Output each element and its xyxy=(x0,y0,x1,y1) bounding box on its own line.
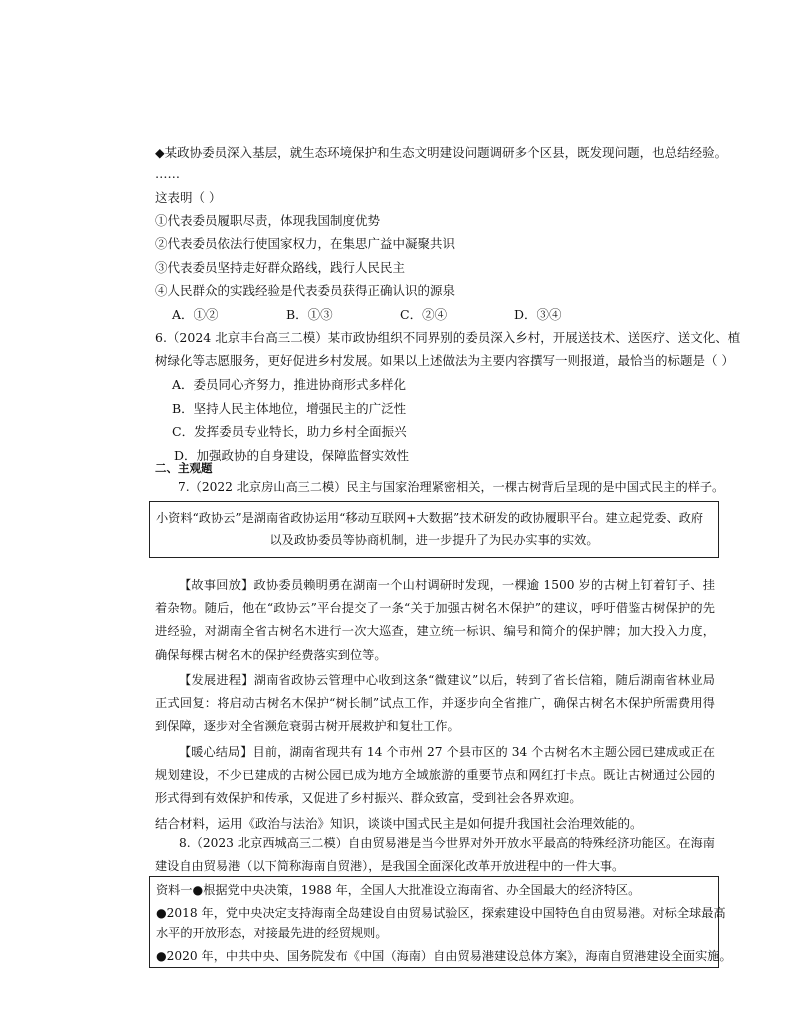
q8-material-box xyxy=(149,876,732,968)
q7-material-box xyxy=(149,501,719,558)
q6-line-2: 树绿化等志愿服务，更好促进乡村发展。如果以上述做法为主要内容撰写一则报道，最恰当的标题是（ ） xyxy=(155,353,734,368)
option-c[interactable]: C．②④ xyxy=(400,307,448,322)
question-stem: 这表明（ ） xyxy=(155,190,222,205)
q7-question: 结合材料，运用《政治与法治》知识，谈谈中国式民主是如何提升我国社会治理效能的。 xyxy=(155,816,643,831)
option-b[interactable]: B．①③ xyxy=(286,307,333,322)
q6-choice-d[interactable]: D．加强政协的自身建设，保障监督实效性 xyxy=(174,448,410,463)
q7-story-replay: 【故事回放】政协委员赖明勇在湖南一个山村调研时发现，一棵逾 1500 岁的古树上钉着钉子、挂着杂物。随后，他在“政协云”平台提交了一条“关于加强古树名木保护”的建议，呼吁借鉴古树保护的先进经验，对湖南全省古树名木进行一次大巡查，建立统一标识、编号和简介的保护牌；加大投入力度，确保每棵古树名木的保护经费落实到位等。 xyxy=(155,578,715,662)
q8-intro: 8.（2023 北京西城高三二模）自由贸易港是当今世界对外开放水平最高的特殊经济功能区。在海南建设自由贸易港（以下简称海南自贸港），是我国全面深化改革开放进程中的一件大事。 xyxy=(155,836,715,874)
q7-story-ending: 【暖心结局】目前，湖南省现共有 14 个市州 27 个县市区的 34 个古树名木主题公园已建成或正在规划建设，不少已建成的古树公园已成为地方全域旅游的重要节点和网红打卡点。既让古树通过公园的形式得到有效保护和传承，又促进了乡村振兴、群众致富，受到社会各界欢迎。 xyxy=(155,745,715,806)
q8-box-item-1: 资料一●根据党中央决策，1988 年，全国人大批准设立海南省、办全国最大的经济特区。 xyxy=(156,883,641,897)
ellipsis: …… xyxy=(155,166,180,181)
q8-box-item-2: ●2018 年，党中央决定支持海南全岛建设自由贸易试验区，探索建设中国特色自由贸易港。对标全球最高 xyxy=(156,906,726,920)
q6-choice-c[interactable]: C．发挥委员专业特长，助力乡村全面振兴 xyxy=(172,424,407,439)
q7-box-line-2: 以及政协委员等协商机制，进一步提升了为民办实事的实效。 xyxy=(269,533,599,547)
q8-box-item-4: ●2020 年，中共中央、国务院发布《中国（海南）自由贸易港建设总体方案》，海南自贸港建设全面实施。 xyxy=(156,949,732,963)
q7-box-line-1: 小资料“政协云”是湖南省政协运用“移动互联网+大数据”技术研发的政协履职平台。建立起党委、政府 xyxy=(156,511,704,525)
statement-2: ②代表委员依法行使国家权力，在集思广益中凝聚共识 xyxy=(155,236,456,251)
option-a[interactable]: A．①② xyxy=(172,307,219,322)
q7-story-progress: 【发展进程】湖南省政协云管理中心收到这条“微建议”以后，转到了省长信箱，随后湖南省林业局正式回复：将启动古树名木保护“树长制”试点工作，并逐步向全省推广，确保古树名木保护所需费用得到保障，逐步对全省濒危衰弱古树开展救护和复壮工作。 xyxy=(155,673,715,734)
q6-choice-b[interactable]: B．坚持人民主体地位，增强民主的广泛性 xyxy=(172,401,407,416)
q6-line-1: 6.（2024 北京丰台高三二模）某市政协组织不同界别的委员深入乡村，开展送技术、送医疗、送文化、植 xyxy=(155,330,741,345)
section-heading: 二、主观题 xyxy=(155,461,213,475)
bullet-line: ◆某政协委员深入基层，就生态环境保护和生态文明建设问题调研多个区县，既发现问题，也总结经验。 xyxy=(155,145,728,160)
q6-choice-a[interactable]: A．委员同心齐努力，推进协商形式多样化 xyxy=(172,377,407,392)
option-d[interactable]: D．③④ xyxy=(514,307,562,322)
q7-intro: 7.（2022 北京房山高三二模）民主与国家治理紧密相关，一棵古树背后呈现的是中国式民主的样子。 xyxy=(178,480,725,494)
statement-3: ③代表委员坚持走好群众路线，践行人民民主 xyxy=(155,260,406,275)
answer-options xyxy=(172,305,562,325)
q8-box-item-3: 水平的开放形态，对接最先进的经贸规则。 xyxy=(156,926,388,940)
statement-4: ④人民群众的实践经验是代表委员获得正确认识的源泉 xyxy=(155,283,456,298)
statement-1: ①代表委员履职尽责，体现我国制度优势 xyxy=(155,213,381,228)
